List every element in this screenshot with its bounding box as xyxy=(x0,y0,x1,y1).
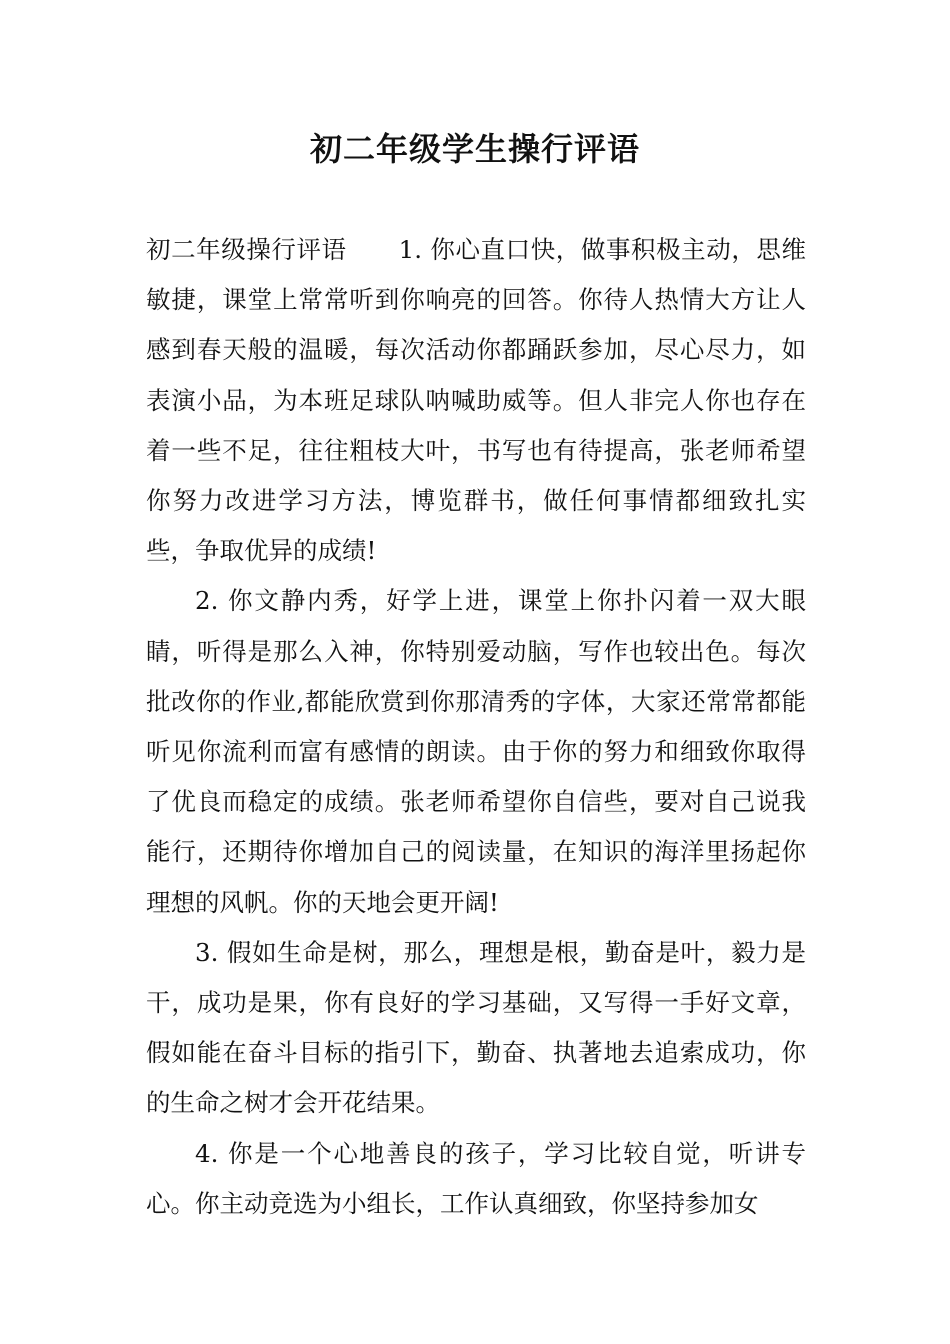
document-title: 初二年级学生操行评语 xyxy=(309,130,640,168)
paragraph-2: 2. 你文静内秀，好学上进，课堂上你扑闪着一双大眼睛，听得是那么入神，你特别爱动脑，写作也较出色。每次批改你的作业,都能欣赏到你那清秀的字体，大家还常常都能听见你流利而富有感情的朗读。由于你的努力和细致你取得了优良而稳定的成绩。张老师希望你自信些，要对自己说我能行，还期待你增加自己的阅读量，在知识的海洋里扬起你理想的风帆。你的天地会更开阔! xyxy=(146,586,806,917)
lead-heading: 初二年级操行评语 xyxy=(146,235,347,264)
paragraph-1 xyxy=(146,225,806,576)
paragraph-text: 1. 你心直口快，做事积极主动，思维敏捷，课堂上常常听到你响亮的回答。你待人热情大方让人感到春天般的温暖，每次活动你都踊跃参加，尽心尽力，如表演小品，为本班足球队呐喊助威等。但人非完人你也存在着一些不足，往往粗枝大叶，书写也有待提高，张老师希望你努力改进学习方法，博览群书，做任何事情都细致扎实些，争取优异的成绩! xyxy=(146,235,806,566)
paragraph-3: 3. 假如生命是树，那么，理想是根，勤奋是叶，毅力是干，成功是果，你有良好的学习基础，又写得一手好文章，假如能在奋斗目标的指引下，勤奋、执著地去追索成功，你的生命之树才会开花结果。 xyxy=(146,937,806,1118)
document-body xyxy=(146,225,806,1229)
paragraph-4: 4. 你是一个心地善良的孩子，学习比较自觉，听讲专心。你主动竞选为小组长，工作认真细致，你坚持参加女 xyxy=(146,1138,806,1218)
